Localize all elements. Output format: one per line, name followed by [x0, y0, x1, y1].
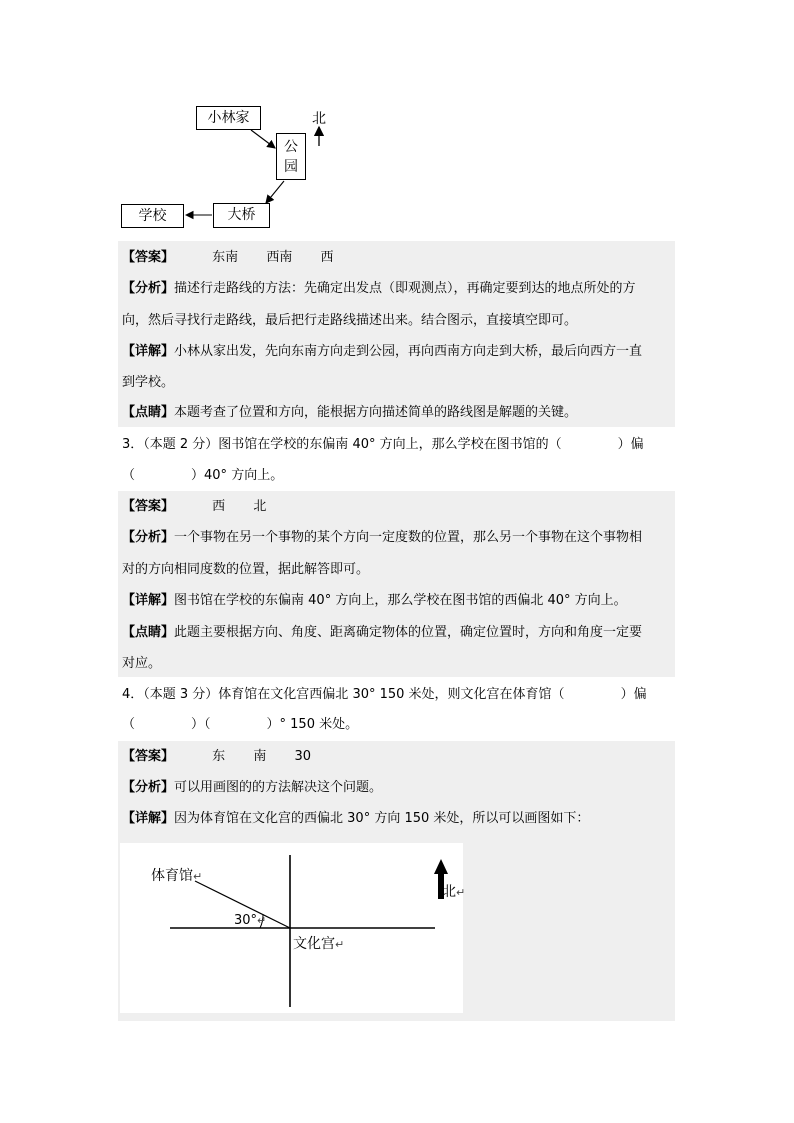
- q4-stem-part-3: （: [122, 717, 136, 732]
- q4-stem-line-2: [122, 716, 358, 734]
- q3-answer-2: 北: [253, 499, 267, 514]
- q3-point-line-2: 对应。: [122, 656, 162, 671]
- q3-point-label: 【点睛】: [122, 625, 175, 640]
- angle-label: 30°↵: [234, 913, 267, 928]
- q4-analysis-label: 【分析】: [122, 780, 175, 795]
- park-label-2: 园: [284, 159, 298, 175]
- q2-detail-text-1: 小林从家出发，先向东南方向走到公园，再向西南方向走到大桥，最后向西方一直: [174, 344, 643, 359]
- q4-detail-label: 【详解】: [122, 811, 175, 826]
- culture-palace-label: 文化宫↵: [293, 936, 345, 952]
- q4-analysis-line: [122, 779, 382, 797]
- home-to-park-arrow: [251, 130, 275, 148]
- home-label: 小林家: [207, 110, 250, 126]
- q4-stem-line-1: [122, 686, 647, 704]
- q3-detail-label: 【详解】: [122, 593, 175, 608]
- q4-detail-text: 因为体育馆在文化宫的西偏北 30° 方向 150 米处，所以可以画图如下：: [174, 811, 590, 826]
- q4-stem-part-4: ）（: [191, 717, 211, 732]
- q2-detail-line-1: [122, 343, 642, 361]
- q2-answer-3: 西: [320, 250, 334, 265]
- q2-point-label: 【点睛】: [122, 405, 175, 420]
- q4-answer-3: 30: [294, 749, 312, 764]
- q3-analysis-text-1: 一个事物在另一个事物的某个方向一定度数的位置，那么另一个事物在这个事物相: [174, 530, 643, 545]
- q2-detail-label: 【详解】: [122, 344, 175, 359]
- q3-analysis-line-2: 对的方向相同度数的位置，据此解答即可。: [122, 562, 370, 577]
- q4-figure: [120, 843, 466, 1013]
- q3-stem-line-2: [122, 467, 283, 485]
- q3-detail-line: [122, 592, 627, 610]
- q3-stem-line-1: [122, 436, 644, 454]
- gym-label: 体育馆↵: [151, 868, 203, 884]
- q3-stem-part-1: 3．（本题 2 分）图书馆在学校的东偏南 40° 方向上，那么学校在图书馆的（: [122, 437, 562, 452]
- q4-answer-line: [122, 748, 311, 766]
- q2-answer-line: [122, 249, 333, 267]
- q3-solution-block: [118, 491, 675, 677]
- q4-stem-part-5: ）° 150 米处。: [266, 717, 359, 732]
- q4-stem-part-2: ）偏: [620, 687, 647, 702]
- q3-point-text-1: 此题主要根据方向、角度、距离确定物体的位置，确定位置时，方向和角度一定要: [174, 625, 643, 640]
- q2-analysis-text-1: 描述行走路线的方法：先确定出发点（即观测点），再确定要到达的地点所处的方: [174, 281, 636, 296]
- q4-analysis-text: 可以用画图的的方法解决这个问题。: [174, 780, 383, 795]
- q3-stem-part-3: （: [122, 468, 136, 483]
- q2-analysis-line-1: [122, 280, 636, 298]
- q3-point-line-1: [122, 624, 642, 642]
- q2-point-line: [122, 404, 577, 422]
- school-label: 学校: [138, 208, 167, 224]
- q2-point-text: 本题考查了位置和方向，能根据方向描述简单的路线图是解题的关键。: [174, 405, 578, 420]
- north-arrow-head: [434, 859, 448, 874]
- q2-detail-line-2: 到学校。: [122, 375, 175, 390]
- q2-answer-2: 西南: [266, 250, 293, 265]
- q3-answer-1: 西: [212, 499, 226, 514]
- q3-answer-line: [122, 498, 266, 516]
- q2-analysis-line-2: 向，然后寻找行走路线，最后把行走路线描述出来。结合图示，直接填空即可。: [122, 313, 578, 328]
- q2-solution-block: [118, 241, 675, 427]
- q4-detail-line: [122, 810, 589, 828]
- figure-north-label: 北↵: [442, 884, 466, 900]
- q2-analysis-label: 【分析】: [122, 281, 175, 296]
- route-arrows: [0, 0, 400, 240]
- q2-answer-1: 东南: [212, 250, 239, 265]
- q3-stem-part-4: ）40° 方向上。: [191, 468, 284, 483]
- bridge-label: 大桥: [227, 207, 256, 223]
- q2-answer-label: 【答案】: [122, 250, 175, 265]
- q3-analysis-line-1: [122, 529, 642, 547]
- q4-answer-1: 东: [212, 749, 226, 764]
- park-label-1: 公: [284, 139, 298, 155]
- q3-stem-part-2: ）偏: [617, 437, 644, 452]
- q3-detail-text: 图书馆在学校的东偏南 40° 方向上，那么学校在图书馆的西偏北 40° 方向上。: [174, 593, 627, 608]
- north-label: 北: [312, 111, 326, 127]
- q4-answer-2: 南: [253, 749, 267, 764]
- park-to-bridge-arrow: [266, 181, 284, 203]
- q3-answer-label: 【答案】: [122, 499, 175, 514]
- q3-analysis-label: 【分析】: [122, 530, 175, 545]
- q4-stem-part-1: 4．（本题 3 分）体育馆在文化宫西偏北 30° 150 米处，则文化宫在体育馆（: [122, 687, 565, 702]
- q4-answer-label: 【答案】: [122, 749, 175, 764]
